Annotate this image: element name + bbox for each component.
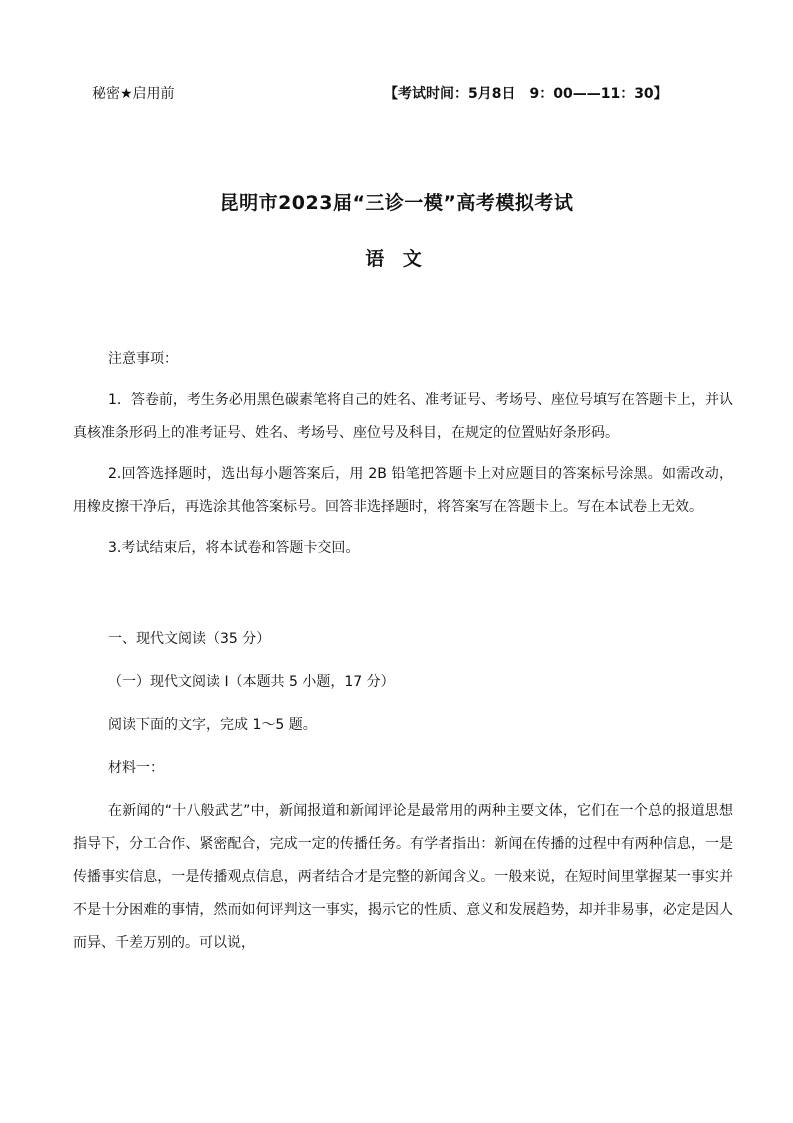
notice-item-1: 1．答卷前，考生务必用黑色碳素笔将自己的姓名、准考证号、考场号、座位号填写在答题卡上，并认真核准条形码上的准考证号、姓名、考场号、座位号及科目，在规定的位置贴好条形码。 <box>73 392 733 441</box>
exam-content <box>73 343 733 960</box>
section-subheading: （一）现代文阅读 I（本题共 5 小题，17 分） <box>108 674 395 690</box>
confidential-mark: 秘密★启用前 <box>92 86 175 102</box>
section-heading: 一、现代文阅读（35 分） <box>108 631 271 647</box>
exam-time: 【考试时间：5月8日 9：00——11：30】 <box>384 86 668 102</box>
reading-instruction: 阅读下面的文字，完成 1～5 题。 <box>108 717 317 733</box>
exam-title: 昆明市2023届“三诊一模”高考模拟考试 <box>219 192 574 214</box>
material-label: 材料一： <box>108 760 164 776</box>
material-paragraph: 在新闻的“十八般武艺”中，新闻报道和新闻评论是最常用的两种主要文体，它们在一个总的报道思想指导下，分工合作、紧密配合，完成一定的传播任务。有学者指出：新闻在传播的过程中有两种信息，一是传播事实信息，一是传播观点信息，两者结合才是完整的新闻含义。一般来说，在短时间里掌握某一事实并不是十分困难的事情，然而如何评判这一事实，揭示它的性质、意义和发展趋势，却并非易事，必定是因人而异、千差万别的。可以说， <box>73 803 733 951</box>
notice-heading: 注意事项： <box>108 351 178 367</box>
notice-item-3: 3.考试结束后，将本试卷和答题卡交回。 <box>108 540 360 556</box>
exam-subject: 语 文 <box>365 248 428 270</box>
notice-item-2: 2.回答选择题时，选出每小题答案后，用 2B 铅笔把答题卡上对应题目的答案标号涂黑。如需改动，用橡皮擦干净后，再选涂其他答案标号。回答非选择题时，将答案写在答题卡上。写在本试卷上无效。 <box>73 466 733 515</box>
